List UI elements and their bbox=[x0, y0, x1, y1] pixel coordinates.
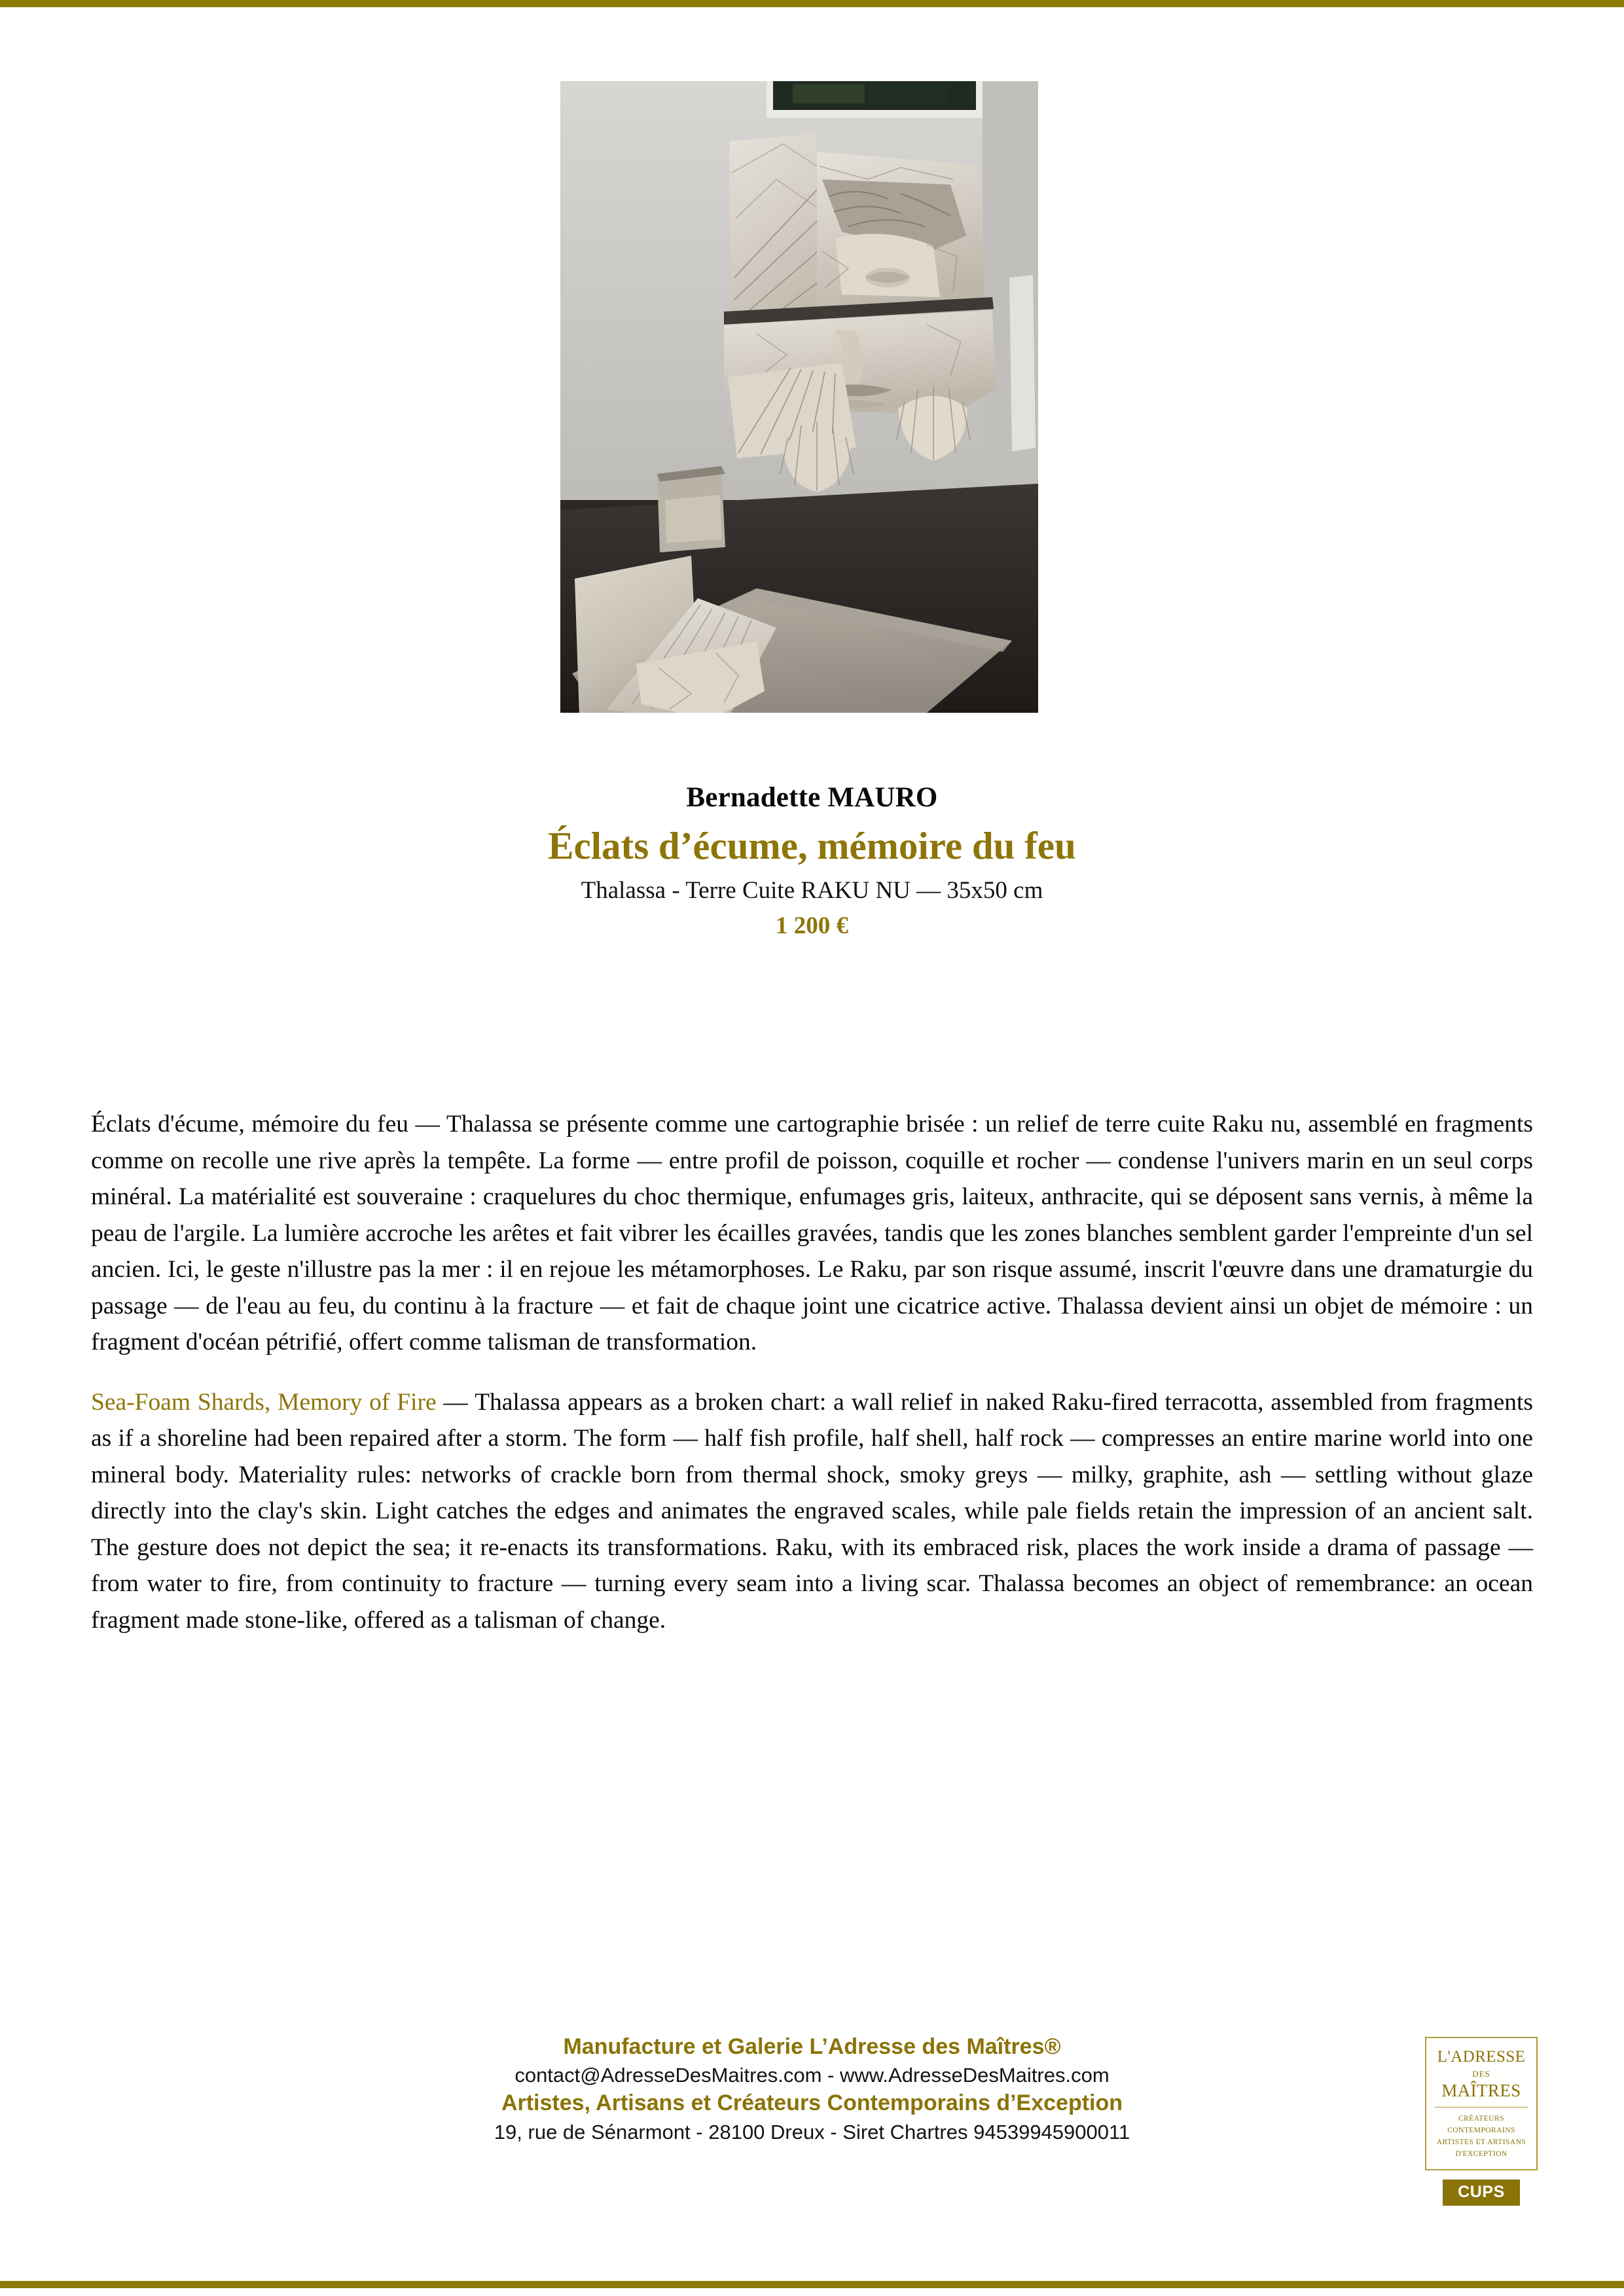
brand-logo-divider bbox=[1435, 2107, 1528, 2108]
description-french: Éclats d'écume, mémoire du feu — Thalassa se présente comme une cartographie brisée : un relief de terre cuite Raku nu, assemblé en fragments comme on recolle une rive après la tempête. La forme — entre profil de poisson, coquille et rocher — condense l'univers marin en un seul corps minéral. La matérialité est souveraine : craquelures du choc thermique, enfumages gris, laiteux, anthracite, qui se déposent sans vernis, à même la peau de l'argile. La lumière accroche les arêtes et fait vibrer les écailles gravées, tandis que les zones blanches semblent garder l'empreinte d'un sel ancien. Ici, le geste n'illustre pas la mer : il en rejoue les métamorphoses. Le Raku, par son risque assumé, inscrit l'œuvre dans une dramaturgie du passage — de l'eau au feu, du continu à la fracture — et fait de chaque joint une cicatrice active. Thalassa devient ainsi un objet de mémoire : un fragment d'océan pétrifié, offert comme talisman de transformation. bbox=[91, 1111, 1533, 1355]
footer-address: 19, rue de Sénarmont - 28100 Dreux - Siret Chartres 94539945900011 bbox=[494, 2120, 1130, 2144]
brand-logo-card bbox=[1425, 2037, 1538, 2170]
artist-name: Bernadette MAURO bbox=[686, 782, 938, 813]
page-footer bbox=[0, 2032, 1624, 2145]
description-section bbox=[91, 1106, 1533, 1638]
footer-company: Manufacture et Galerie L’Adresse des Maîtres® bbox=[563, 2034, 1061, 2059]
footer-contact[interactable]: contact@AdresseDesMaitres.com - www.AdresseDesMaitres.com bbox=[514, 2064, 1110, 2087]
artwork-caption bbox=[0, 782, 1624, 941]
description-english-lead: Sea-Foam Shards, Memory of Fire bbox=[91, 1388, 437, 1416]
footer-tagline: Artistes, Artisans et Créateurs Contemporains d’Exception bbox=[501, 2090, 1123, 2116]
brand-logo-line2: DES bbox=[1472, 2069, 1490, 2079]
bottom-gold-rule bbox=[0, 2281, 1624, 2288]
artwork-title: Éclats d’écume, mémoire du feu bbox=[548, 824, 1076, 868]
brand-logo-sub2: ARTISTES ET ARTISANS bbox=[1436, 2138, 1526, 2146]
brand-logo-sub1: CRÉATEURS CONTEMPORAINS bbox=[1447, 2114, 1515, 2134]
description-english-rest: — Thalassa appears as a broken chart: a wall relief in naked Raku-fired terracotta, assembled from fragments as if a shoreline had been repaired after a storm. The form — half fish profile, half shell, half rock — compresses an entire marine world into one mineral body. Materiality rules: networks of crackle born from thermal shock, smoky greys — milky, graphite, ash — settling without glaze directly into the clay's skin. Light catches the edges and animates the engraved scales, while pale fields retain the impression of an ancient salt. The gesture does not depict the sea; it re-enacts its transformations. Raku, with its embraced risk, places the work inside a drama of passage — from water to fire, from continuity to fracture — turning every seam into a living scar. Thalassa becomes an object of remembrance: an ocean fragment made stone-like, offered as a talisman of change. bbox=[91, 1388, 1534, 1634]
artwork-photo-container bbox=[560, 81, 1038, 713]
brand-logo-line3: MAÎTRES bbox=[1441, 2080, 1521, 2100]
top-gold-rule bbox=[0, 0, 1624, 7]
artwork-photo bbox=[560, 81, 1038, 713]
cups-badge[interactable]: CUPS bbox=[1443, 2179, 1520, 2205]
artwork-price: 1 200 € bbox=[776, 912, 848, 940]
description-english bbox=[91, 1384, 1533, 1639]
artwork-medium: Thalassa - Terre Cuite RAKU NU — 35x50 cm bbox=[581, 877, 1043, 905]
brand-logo-sub3: D'EXCEPTION bbox=[1455, 2150, 1507, 2159]
brand-logo-line1: L'ADRESSE bbox=[1437, 2048, 1526, 2066]
brand-logo-block bbox=[1425, 2037, 1538, 2206]
